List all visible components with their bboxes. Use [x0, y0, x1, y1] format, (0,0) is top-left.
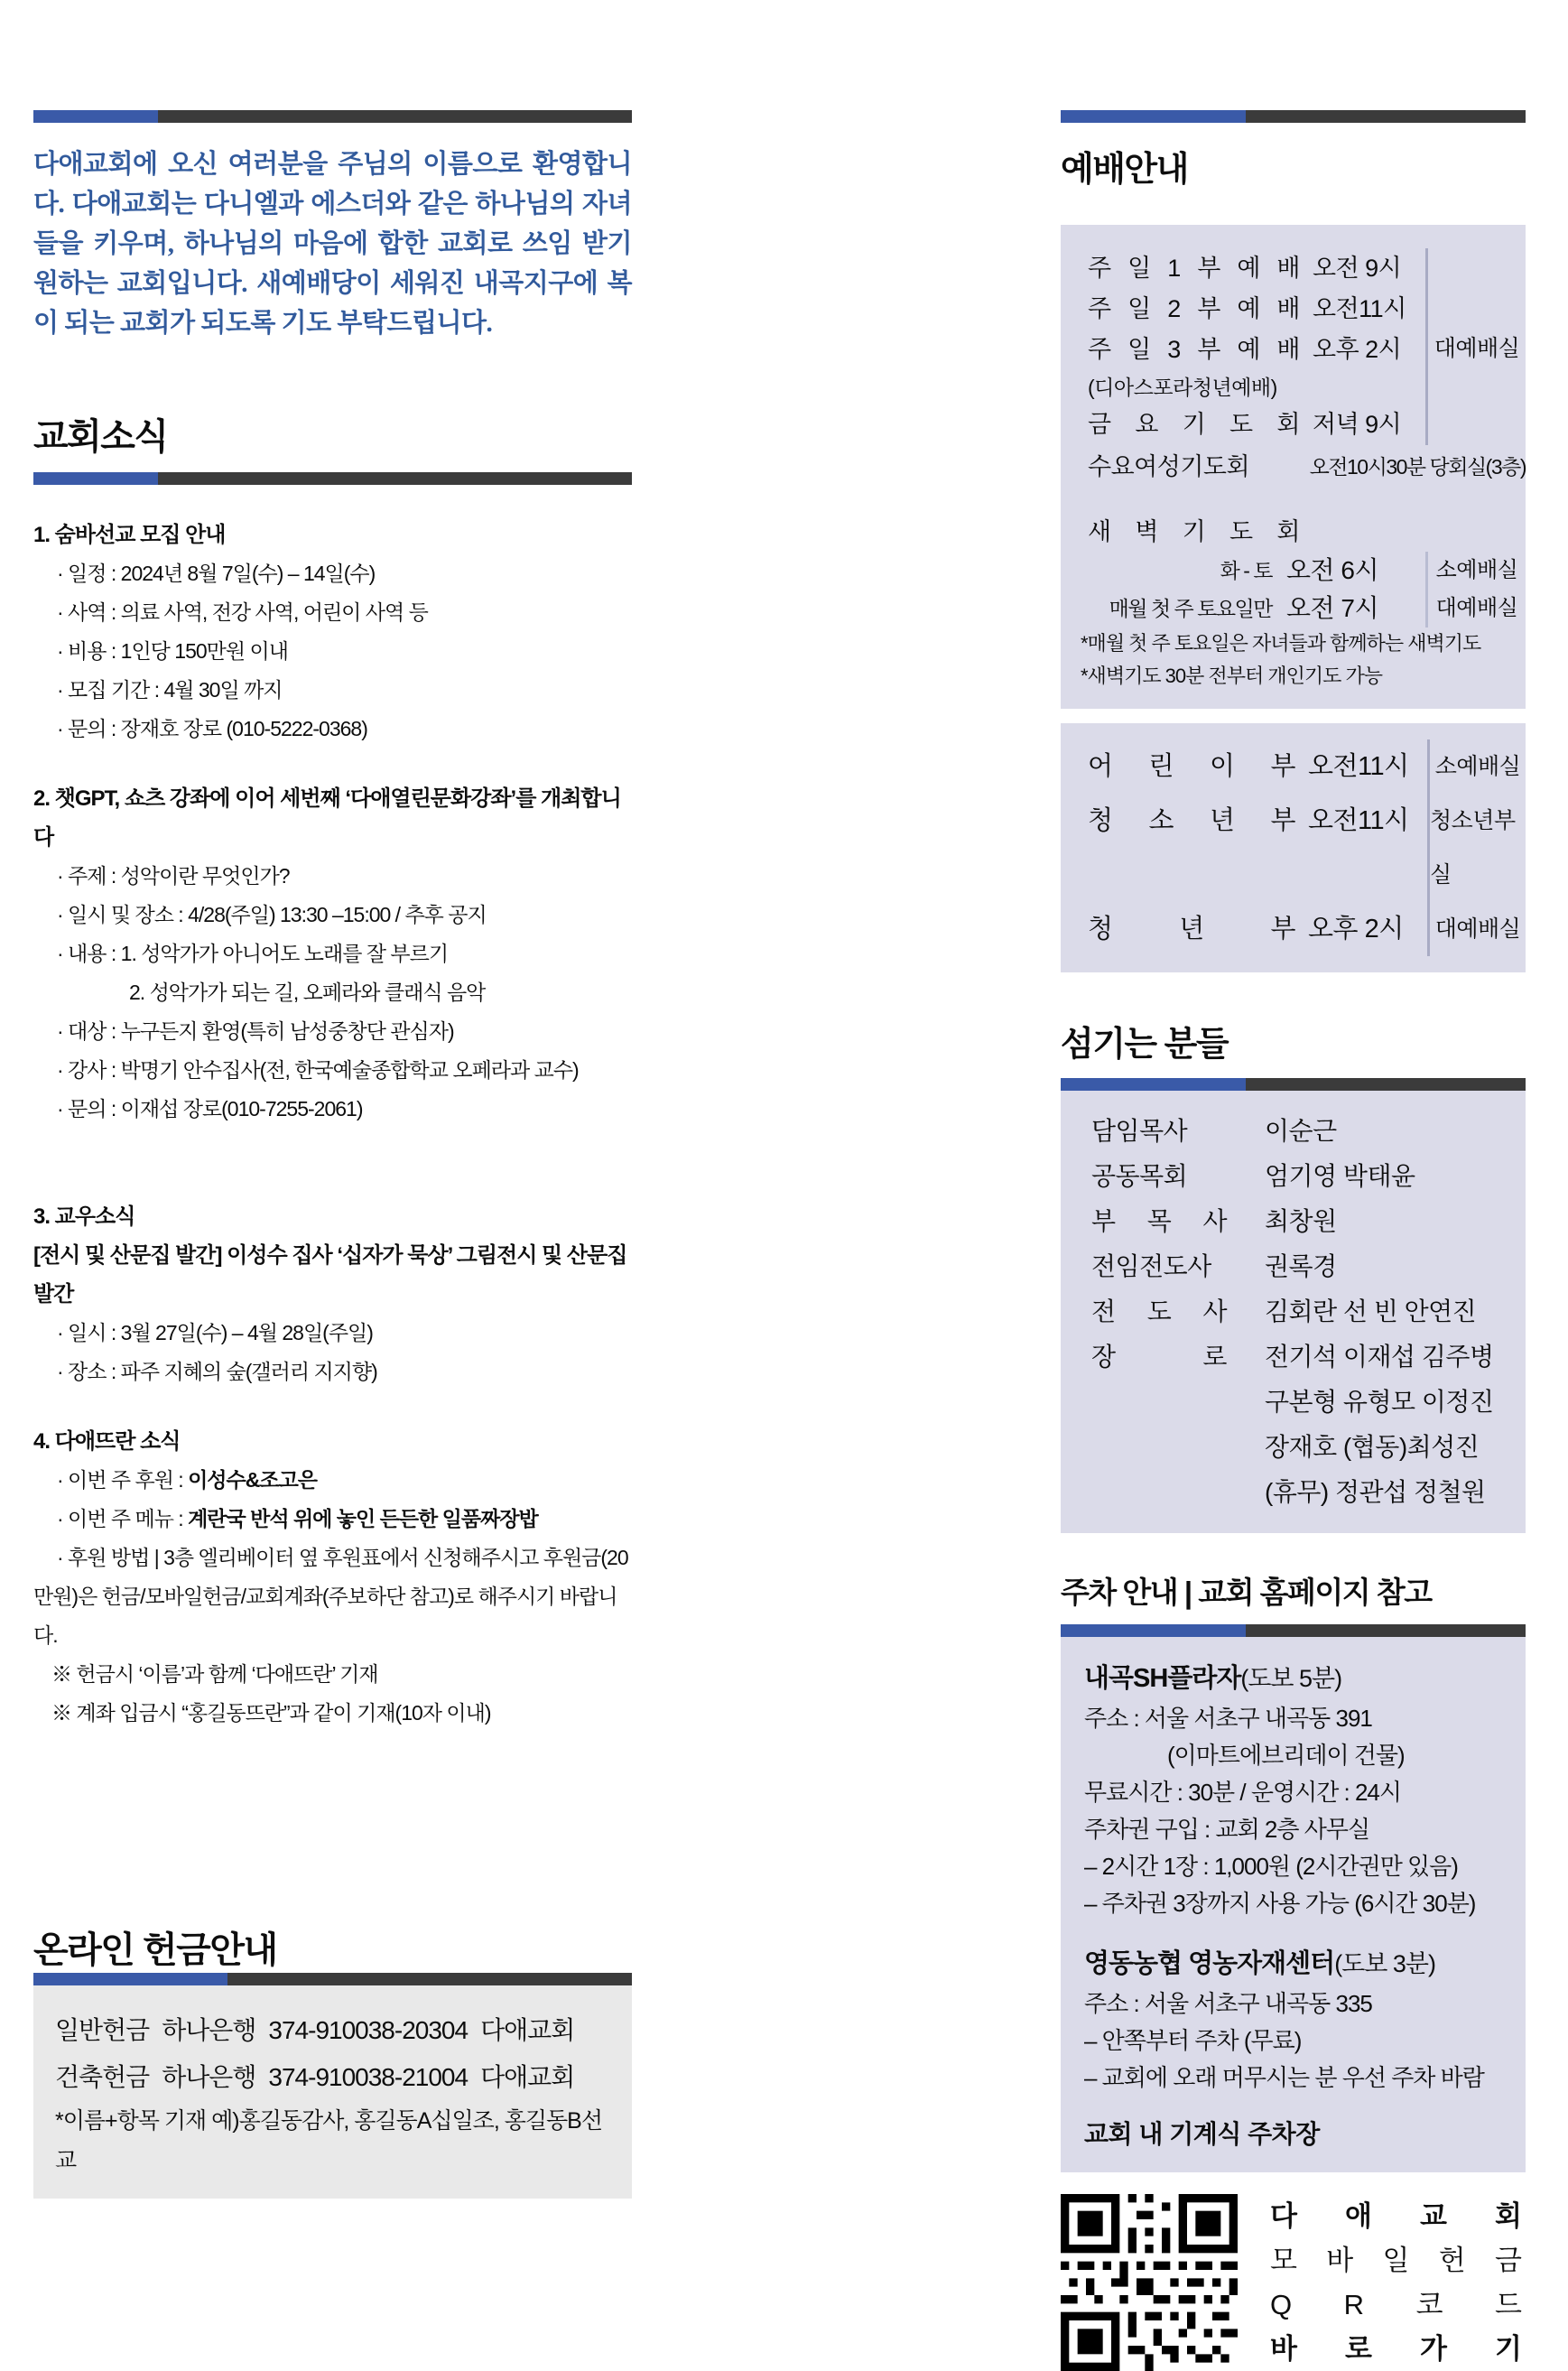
offering-bank: 하나은행 — [162, 2063, 256, 2091]
parking-line: 주차권 구입 : 교회 2층 사무실 — [1084, 1816, 1370, 1843]
service-time: 오전11시 — [1313, 295, 1406, 322]
dawn-room-label: 대예배실 — [1425, 590, 1526, 628]
menu-value: 계란국 반석 위에 놓인 든든한 일품짜장밥 — [188, 1507, 538, 1531]
serving-names-extra: (휴무) 정관섭 정철원 — [1265, 1478, 1486, 1506]
service-row — [1088, 248, 1425, 289]
parking-line: – 교회에 오래 머무시는 분 우선 주차 바람 — [1084, 2064, 1484, 2091]
serving-names: 전기석 이재섭 김주병 — [1265, 1343, 1494, 1371]
service-row — [1088, 404, 1425, 445]
worship-schedule-box — [1061, 225, 1526, 709]
service-name: 주 일 3 부 예 배 — [1088, 336, 1300, 363]
service-name: 수요여성기도회 — [1088, 453, 1250, 480]
qr-section — [1061, 2194, 1526, 2371]
department-time: 오전11시 — [1308, 806, 1409, 835]
parking-divider-bar — [1061, 1624, 1526, 1637]
parking-lot-title — [1084, 1657, 1513, 1700]
news-line: · 일정 : 2024년 8월 7일(수) – 14일(수) — [57, 562, 376, 586]
news-line: 2. 성악가가 되는 길, 오페라와 클래식 음악 — [129, 981, 486, 1005]
service-name: 금 요 기 도 회 — [1088, 411, 1300, 438]
offering-holder: 다애교회 — [480, 2063, 575, 2091]
offering-account-row — [55, 2054, 610, 2101]
service-room-label: 대예배실 — [1425, 248, 1526, 445]
church-news-list — [33, 516, 632, 1733]
right-column — [1061, 98, 1526, 2371]
qr-caption-line: 모 바 일 헌 금 — [1270, 2245, 1522, 2276]
news-line — [33, 1461, 632, 1500]
news-item-title: 4. 다애뜨란 소식 — [33, 1429, 181, 1455]
dawn-time: 오전 6시 — [1286, 556, 1378, 584]
news-item-title: 3. 교우소식 — [33, 1204, 135, 1230]
church-news-heading: 교회소식 — [33, 417, 168, 458]
department-room-label: 대예배실 — [1427, 902, 1526, 956]
service-name: (디아스포라청년예배) — [1088, 376, 1277, 399]
news-line: · 후원 방법 | 3층 엘리베이터 옆 후원표에서 신청해주시고 후원금(20만원)은 헌금/모바일헌금/교회계좌(주보하단 참고)로 해주시기 바랍니다. — [33, 1546, 628, 1648]
serving-box — [1061, 1091, 1526, 1533]
parking-box — [1061, 1637, 1526, 2172]
serving-names: 권록경 — [1265, 1252, 1337, 1280]
menu-label: · 이번 주 메뉴 : — [57, 1507, 189, 1531]
department-room-label: 소예배실 — [1427, 739, 1526, 794]
department-row — [1088, 739, 1526, 794]
qr-caption-line: 바 로 가 기 — [1270, 2333, 1522, 2365]
parking-lot-walk: (도보 5분) — [1240, 1665, 1342, 1692]
sponsor-label: · 이번 주 후원 : — [57, 1468, 189, 1492]
dawn-prayer-title: 새 벽 기 도 회 — [1088, 518, 1300, 545]
online-offering-section — [33, 1921, 632, 2199]
church-news-divider-bar — [33, 472, 632, 485]
news-line: · 내용 : 1. 성악가가 아니어도 노래를 잘 부르기 — [57, 942, 449, 966]
offering-bank: 하나은행 — [162, 2016, 256, 2044]
parking-line: (이마트에브리데이 건물) — [1167, 1742, 1405, 1769]
service-rows — [1088, 248, 1425, 445]
news-line: · 주제 : 성악이란 무엇인가? — [57, 864, 290, 888]
serving-names: 엄기영 박태윤 — [1265, 1162, 1415, 1190]
parking-line: – 주차권 3장까지 사용 가능 (6시간 30분) — [1084, 1890, 1476, 1917]
offering-account-row — [55, 2007, 610, 2054]
serving-heading: 섬기는 분들 — [1061, 1026, 1229, 1064]
news-item-culture-lecture — [33, 779, 632, 1129]
serving-role: 공동목회 — [1091, 1162, 1188, 1190]
service-name: 주 일 2 부 예 배 — [1088, 295, 1300, 322]
worship-heading: 예배안내 — [1061, 151, 1188, 189]
dawn-note: *매월 첫 주 토요일은 자녀들과 함께하는 새벽기도 — [1081, 632, 1481, 655]
online-offering-heading: 온라인 헌금안내 — [33, 1930, 277, 1970]
serving-names: 최창원 — [1265, 1207, 1337, 1235]
news-line: · 문의 : 장재호 장로 (010-5222-0368) — [57, 717, 367, 741]
top-divider-bar — [33, 110, 632, 123]
offering-type: 일반헌금 — [55, 2016, 150, 2044]
serving-row — [1091, 1199, 1508, 1244]
serving-role: 담임목사 — [1091, 1117, 1188, 1145]
news-item-title: 1. 숨바선교 모집 안내 — [33, 523, 226, 548]
news-item-title: 2. 챗GPT, 쇼츠 강좌에 이어 세번째 ‘다애열린문화강좌’를 개최합니다 — [33, 786, 621, 851]
serving-names: 김회란 선 빈 안연진 — [1265, 1297, 1477, 1325]
dawn-days-label: 매월 첫 주 토요일만 — [1109, 597, 1272, 620]
left-column — [33, 98, 632, 1733]
news-line: · 모집 기간 : 4월 30일 까지 — [57, 678, 283, 702]
dawn-time: 오전 7시 — [1286, 594, 1378, 622]
parking-lot-name: 영동농협 영농자재센터 — [1084, 1949, 1335, 1978]
news-line: · 대상 : 누구든지 환영(특히 남성중창단 관심자) — [57, 1019, 454, 1044]
service-time: 저녁 9시 — [1313, 411, 1402, 438]
parking-footer: 교회 내 기계식 주차장 — [1084, 2120, 1320, 2148]
dawn-prayer-name — [1088, 512, 1526, 552]
serving-role: 전 도 사 — [1091, 1297, 1227, 1325]
serving-names-extra: 장재호 (협동)최성진 — [1265, 1433, 1480, 1461]
news-item-mission — [33, 516, 632, 748]
serving-row — [1091, 1289, 1508, 1334]
qr-caption-line: 다 애 교 회 — [1270, 2200, 1522, 2232]
serving-row — [1091, 1244, 1508, 1289]
offering-account-number: 374-910038-20304 — [268, 2016, 469, 2044]
service-time: 오전 9시 — [1313, 255, 1402, 282]
departments-box — [1061, 723, 1526, 972]
department-time: 오후 2시 — [1308, 915, 1404, 944]
parking-line: 주소 : 서울 서초구 내곡동 391 — [1084, 1705, 1372, 1732]
parking-line: – 2시간 1장 : 1,000원 (2시간권만 있음) — [1084, 1853, 1458, 1880]
serving-names-extra: 구본형 유형모 이정진 — [1265, 1388, 1494, 1416]
service-row — [1088, 370, 1425, 404]
parking-lot-walk: (도보 3분) — [1334, 1950, 1435, 1977]
dawn-prayer-row — [1088, 552, 1526, 590]
news-note-line: ※ 헌금시 ‘이름’과 함께 ‘다애뜨란’ 기재 — [51, 1662, 378, 1687]
serving-row — [1091, 1154, 1508, 1199]
news-line: · 장소 : 파주 지혜의 숲(갤러리 지지향) — [57, 1360, 377, 1384]
offering-note: *이름+항목 기재 예)홍길동감사, 홍길동A십일조, 홍길동B선교 — [55, 2108, 602, 2173]
online-offering-box — [33, 1985, 632, 2199]
news-line: · 강사 : 박명기 안수집사(전, 한국예술종합학교 오페라과 교수) — [57, 1058, 579, 1083]
dawn-room-label: 소예배실 — [1425, 552, 1526, 590]
qr-caption-line: Q R 코 드 — [1270, 2289, 1522, 2320]
news-line: · 일시 및 장소 : 4/28(주일) 13:30 –15:00 / 추후 공지 — [57, 903, 487, 927]
parking-line: – 안쪽부터 주차 (무료) — [1084, 2027, 1302, 2054]
parking-lot-name: 내곡SH플라자 — [1084, 1664, 1241, 1693]
serving-row — [1091, 1334, 1508, 1380]
news-line: · 비용 : 1인당 150만원 이내 — [57, 639, 288, 664]
parking-lot-title — [1084, 1942, 1513, 1985]
news-item-subtitle: [전시 및 산문집 발간] 이성수 집사 ‘십자가 묵상’ 그림전시 및 산문집 발간 — [33, 1243, 627, 1307]
serving-role: 전임전도사 — [1091, 1252, 1211, 1280]
service-time: 오전10시30분 당회실(3층) — [1309, 455, 1526, 479]
offering-holder: 다애교회 — [480, 2016, 575, 2044]
sponsor-value: 이성수&조고은 — [188, 1468, 318, 1492]
offering-type: 건축헌금 — [55, 2063, 150, 2091]
dawn-note: *새벽기도 30분 전부터 개인기도 가능 — [1081, 665, 1383, 687]
news-line: · 일시 : 3월 27일(수) – 4월 28일(주일) — [57, 1321, 373, 1345]
department-time: 오전11시 — [1308, 752, 1409, 781]
service-row-wednesday — [1088, 445, 1526, 488]
qr-caption — [1270, 2194, 1526, 2371]
qr-code — [1061, 2194, 1238, 2371]
dawn-prayer-block — [1081, 512, 1526, 693]
parking-heading: 주차 안내 | 교회 홈페이지 참고 — [1061, 1576, 1432, 1609]
news-line — [33, 1500, 632, 1539]
welcome-paragraph: 다애교회에 오신 여러분을 주님의 이름으로 환영합니다. 다애교회는 다니엘과 에스더와 같은 하나님의 자녀들을 키우며, 하나님의 마음에 합한 교회로 쓰임 받기 원하는 교회입니다. 새예배당이 세워진 내곡지구에 복이 되는 교회가 되도록 기도 부탁드립니다. — [33, 150, 632, 339]
service-name: 주 일 1 부 예 배 — [1088, 255, 1300, 282]
serving-row — [1091, 1109, 1508, 1154]
department-name: 어 린 이 부 — [1088, 752, 1295, 781]
news-line: · 문의 : 이재섭 장로(010-7255-2061) — [57, 1097, 363, 1121]
news-line: · 사역 : 의료 사역, 전강 사역, 어린이 사역 등 — [57, 600, 428, 625]
news-note-line: ※ 계좌 입금시 “홍길동뜨란”과 같이 기재(10자 이내) — [51, 1701, 491, 1725]
department-room-label: 청소년부실 — [1427, 794, 1526, 902]
serving-divider-bar — [1061, 1078, 1526, 1091]
sunday-services-block — [1088, 248, 1526, 445]
worship-divider-bar — [1061, 110, 1526, 123]
news-item-ddeuran — [33, 1422, 632, 1733]
department-row — [1088, 902, 1526, 956]
service-row — [1088, 330, 1425, 370]
department-name: 청 소 년 부 — [1088, 806, 1295, 835]
department-row — [1088, 794, 1526, 902]
serving-names: 이순근 — [1265, 1117, 1337, 1145]
parking-line: 주소 : 서울 서초구 내곡동 335 — [1084, 1990, 1372, 2017]
dawn-prayer-row — [1088, 590, 1526, 628]
parking-line: 무료시간 : 30분 / 운영시간 : 24시 — [1084, 1779, 1402, 1806]
serving-role: 장 로 — [1091, 1343, 1227, 1371]
department-name: 청 년 부 — [1088, 915, 1295, 944]
dawn-days-label: 화 - 토 — [1220, 559, 1272, 582]
service-time: 오후 2시 — [1313, 336, 1402, 363]
serving-role: 부 목 사 — [1091, 1207, 1227, 1235]
offering-account-number: 374-910038-21004 — [268, 2063, 469, 2091]
online-offering-divider-bar — [33, 1973, 632, 1985]
service-row — [1088, 289, 1425, 330]
news-item-member-news — [33, 1197, 632, 1391]
